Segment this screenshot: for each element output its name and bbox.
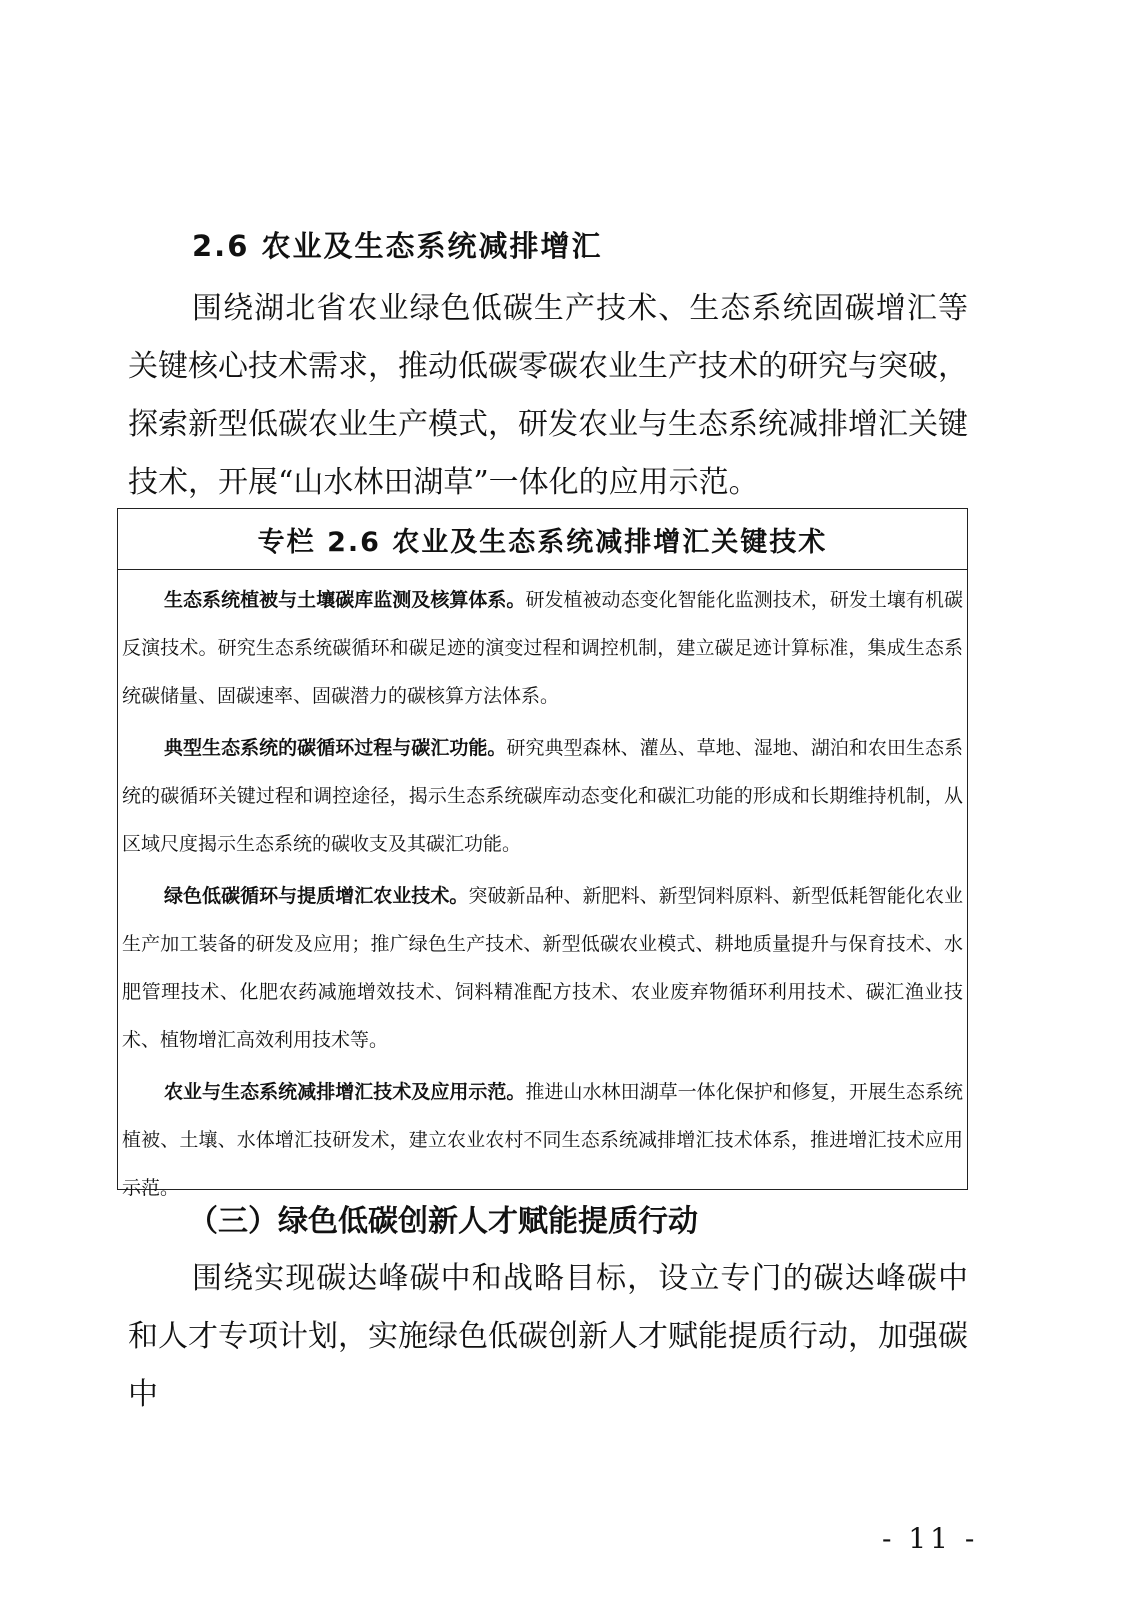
section-heading: 2.6 农业及生态系统减排增汇 (192, 229, 603, 263)
feature-box-item-text: 研究典型森林、灌丛、草地、湿地、湖泊和农田生态系统的碳循环关键过程和调控途径，揭示生态系统碳库动态变化和碳汇功能的形成和长期维持机制，从区域尺度揭示生态系统的碳收支及其碳汇功能。 (122, 737, 963, 855)
feature-box-item-lead: 农业与生态系统减排增汇技术及应用示范。 (164, 1081, 526, 1103)
feature-box-item-text: 突破新品种、新肥料、新型饲料原料、新型低耗智能化农业生产加工装备的研发及应用；推广绿色生产技术、新型低碳农业模式、耕地质量提升与保育技术、水肥管理技术、化肥农药减施增效技术、饲料精准配方技术、农业废弃物循环利用技术、碳汇渔业技术、植物增汇高效利用技术等。 (122, 885, 963, 1051)
subsection-paragraph: 围绕实现碳达峰碳中和战略目标，设立专门的碳达峰碳中和人才专项计划，实施绿色低碳创新人才赋能提质行动，加强碳中 (128, 1261, 968, 1412)
feature-box-item (122, 872, 963, 1064)
feature-box-item-text: 研发植被动态变化智能化监测技术，研发土壤有机碳反演技术。研究生态系统碳循环和碳足迹的演变过程和调控机制，建立碳足迹计算标准，集成生态系统碳储量、固碳速率、固碳潜力的碳核算方法体系。 (122, 589, 963, 707)
feature-box-title: 专栏 2.6 农业及生态系统减排增汇关键技术 (118, 509, 967, 570)
feature-box-item-lead: 生态系统植被与土壤碳库监测及核算体系。 (164, 589, 526, 611)
page-number: - 11 - (882, 1522, 979, 1555)
feature-box-body (118, 570, 967, 1212)
feature-box (117, 508, 968, 1199)
feature-box-item (122, 724, 963, 868)
section-paragraph: 围绕湖北省农业绿色低碳生产技术、生态系统固碳增汇等关键核心技术需求，推动低碳零碳农业生产技术的研究与突破，探索新型低碳农业生产模式，研发农业与生态系统减排增汇关键技术，开展“山水林田湖草”一体化的应用示范。 (128, 291, 968, 500)
feature-box-item-text: 推进山水林田湖草一体化保护和修复，开展生态系统植被、土壤、水体增汇技研发术，建立农业农村不同生态系统减排增汇技术体系，推进增汇技术应用示范。 (122, 1081, 963, 1199)
feature-box-item-lead: 绿色低碳循环与提质增汇农业技术。 (164, 885, 469, 907)
feature-box-item (122, 1068, 963, 1212)
feature-box-item (122, 576, 963, 720)
feature-box-item-lead: 典型生态系统的碳循环过程与碳汇功能。 (164, 737, 507, 759)
subsection-heading: （三）绿色低碳创新人才赋能提质行动 (188, 1204, 698, 1239)
